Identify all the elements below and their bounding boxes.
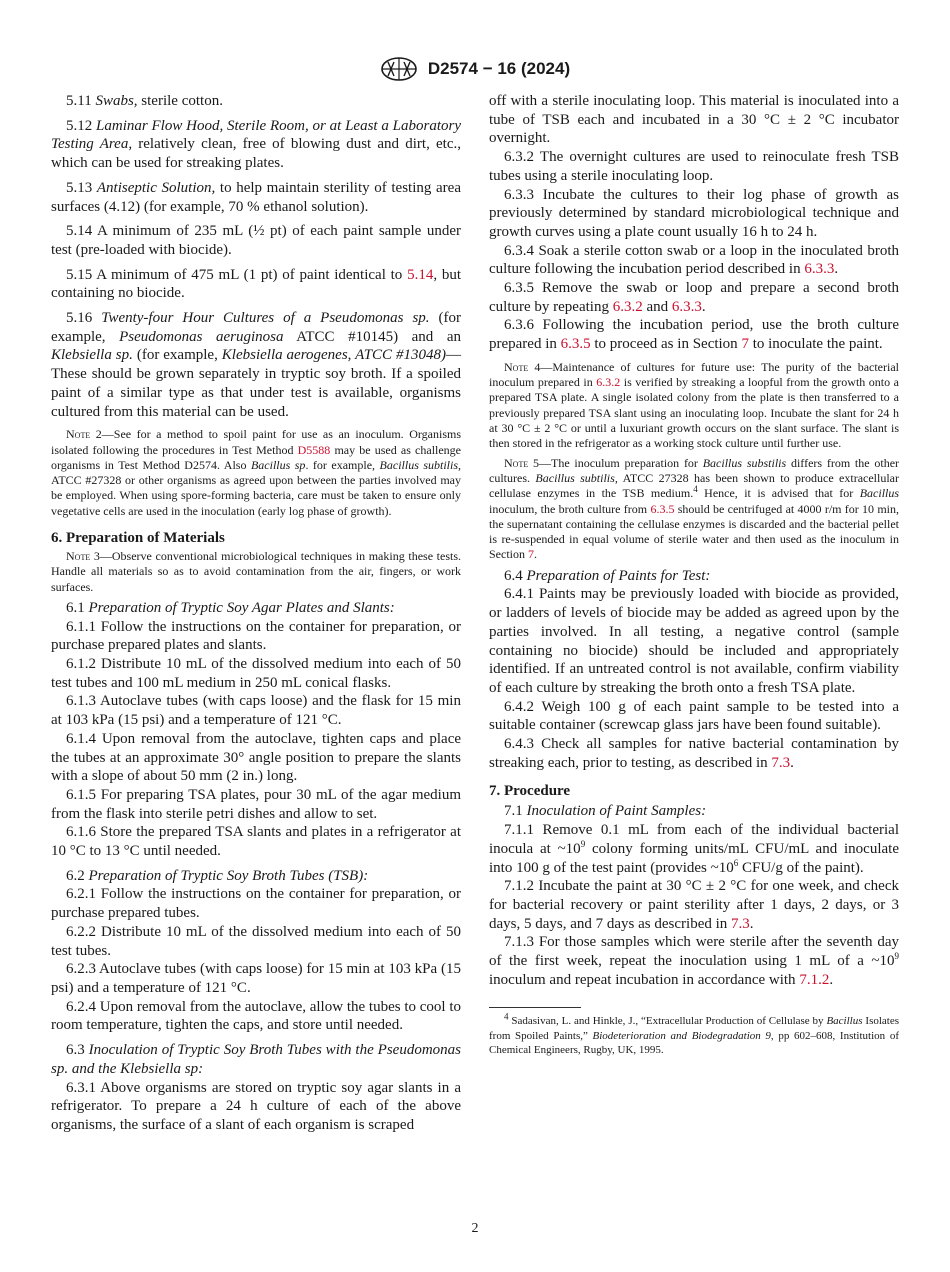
section-6-3-3: 6.3.3 Incubate the cultures to their log phase of growth as previously determined by standard microbiological technique and growth curves using a plate count usually 16 h to 24 h.	[489, 186, 900, 240]
footnote-divider	[489, 1007, 581, 1008]
left-column	[51, 92, 461, 1135]
footnote-4: $^4$ Sadasivan, L. and Hinkle, J., “Extracellular Production of Cellulase by Bacillus Isolates from Spoiled Paints,” Biodeterioration and Biodegradation 9, pp 602–608, Institution of Chemical Engineers, Rugby, UK, 1995.	[489, 1011, 900, 1057]
section-6-1: 6.1 Preparation of Tryptic Soy Agar Plates and Slants:	[66, 599, 395, 616]
section-6-3: 6.3 Inoculation of Tryptic Soy Broth Tubes with the Pseudomonas sp. and the Klebsiella sp:	[51, 1042, 461, 1077]
page-header	[0, 57, 950, 83]
section-6-3-6: 6.3.6 Following the incubation period, use the broth culture prepared in 6.3.5 to proceed as in Section 7 to inoculate the paint.	[489, 317, 899, 353]
footnote-marker[interactable]: 4	[693, 484, 698, 495]
note-2: Note 2—See for a method to spoil paint for use as an inoculum. Organisms isolated following the procedures in Test Method D5588 may be used as challenge organisms in Test Method D2574. Also Bacillus sp. for example, Bacillus subtilis, ATCC #27328 or other organisms as agreed upon between the parties involved may be employed. When using spore-forming bacteria, care must be taken to ensure only vegetative cells are used in the inoculation (early log phase of growth).	[51, 427, 462, 518]
section-6-4-1: 6.4.1 Paints may be previously loaded with biocide as provided, or ladders of levels of biocide may be added as agreed upon by the parties involved. In all testing, a negative control (sample containing no biocide) should be included and appropriately identified. If an untreated control is not available, confirm viability of each culture by streaking the broth onto a fresh TSA plate.	[489, 586, 899, 696]
section-6-4-2: 6.4.2 Weigh 100 g of each paint sample to be tested into a suitable container (screwcap glass jars have been found suitable).	[489, 698, 899, 734]
xref-link[interactable]: 7	[528, 547, 534, 562]
section-6-1-2: 6.1.2 Distribute 10 mL of the dissolved medium into each of 50 test tubes and 100 mL medium in 250 mL conical flasks.	[51, 656, 462, 691]
section-6-1-4: 6.1.4 Upon removal from the autoclave, tighten caps and place the tubes at an approximate 30° angle position to prepare the slants with a slope of about 50 mm (2 in.) long.	[51, 730, 462, 785]
note-3: Note 3—Observe conventional microbiological techniques in making these tests. Handle all materials so as to avoid contamination from the air, fingers, or work surfaces.	[51, 549, 462, 594]
xref-link[interactable]: 6.3.3	[671, 298, 702, 315]
section-5-14: 5.14 A minimum of 235 mL (½ pt) of each paint sample under test (pre-loaded with biocide).	[51, 223, 461, 258]
section-6-4: 6.4 Preparation of Paints for Test:	[504, 567, 711, 584]
section-5-12: 5.12 Laminar Flow Hood, Sterile Room, or at Least a Laboratory Testing Area, relatively clean, free of blowing dust and dirt, etc., which can be used for streaking plates.	[51, 117, 461, 172]
document-designation: D2574 − 16 (2024)	[427, 59, 571, 78]
section-5-15: 5.15 A minimum of 475 mL (1 pt) of paint identical to 5.14, but containing no biocide.	[51, 266, 462, 302]
xref-link[interactable]: 5.14	[407, 266, 434, 283]
section-7-heading: 7. Procedure	[489, 783, 571, 800]
xref-link[interactable]: D5588	[297, 442, 331, 457]
section-5-16: 5.16 Twenty-four Hour Cultures of a Pseudomonas sp. (for example, Pseudomonas aeruginosa ATCC #10145) and an Klebsiella sp. (for example, Klebsiella aerogenes, ATCC #13048)—These should be grown separately in tryptic soy broth. If a spoiled paint of a similar type as that under test is available, organisms cultured from this material can be used.	[51, 310, 462, 420]
section-6-3-5: 6.3.5 Remove the swab or loop and prepare a second broth culture by repeating 6.3.2 and 6.3.3.	[489, 280, 899, 315]
note-4: Note 4—Maintenance of cultures for future use: The purity of the bacterial inoculum prepared in 6.3.2 is verified by streaking a loopful from the growth onto a prepared TSA plate. A single isolated colony from the plate is then transferred to a previously prepared TSA slant using an inoculating loop. Incubate the slant for 24 h at 30 °C ± 2 °C or until a luxuriant growth occurs on the slant surface. The slant is then stored in the refrigerator as a working stock culture until further use.	[489, 359, 900, 451]
xref-link[interactable]: 6.3.5	[560, 336, 591, 353]
section-6-2-2: 6.2.2 Distribute 10 mL of the dissolved medium into each of 50 test tubes.	[51, 923, 462, 959]
section-5-13: 5.13 Antiseptic Solution, to help maintain sterility of testing area surfaces (4.12) (for example, 70 % ethanol solution).	[51, 179, 461, 215]
xref-link[interactable]: 7.3	[771, 754, 791, 771]
section-6-3-1-continued: off with a sterile inoculating loop. This material is inoculated into a tube of TSB each and incubated in a 30 °C ± 2 °C incubator overnight.	[489, 93, 899, 147]
xref-link[interactable]: 7.1.2	[799, 971, 830, 988]
section-6-2-3: 6.2.3 Autoclave tubes (with caps loose) for 15 min at 103 kPa (15 psi) and a temperature of 121 °C.	[51, 961, 461, 996]
section-7-1-2: 7.1.2 Incubate the paint at 30 °C ± 2 °C for one week, and check for bacterial recovery or paint sterility after 1 days, 2 days, or 3 days, 5 days, and 7 days as described in 7.3.	[489, 878, 899, 932]
section-6-1-1: 6.1.1 Follow the instructions on the container for preparation, or purchase prepared plates and slants.	[51, 618, 461, 654]
xref-link[interactable]: 6.3.2	[596, 375, 621, 390]
section-6-3-4: 6.3.4 Soak a sterile cotton swab or a loop in the inoculated broth culture following the incubation period described in 6.3.3.	[489, 242, 899, 278]
right-column	[489, 92, 899, 1058]
section-7-1-1: 7.1.1 Remove 0.1 mL from each of the individual bacterial inocula at $\sim 10^9$ colony forming units/mL CFU/mL and inoculate into 100 g of the test paint (provides $\sim 10^6$ CFU/g of the paint).	[489, 822, 899, 876]
section-7-1: 7.1 Inoculation of Paint Samples:	[504, 803, 707, 820]
note-5: Note 5—The inoculum preparation for Bacillus substilis differs from the other cultures. Bacillus subtilis, ATCC 27328 has been shown to produce extracellular cellulase enzymes in the TSB medium.$^4$ Hence, it is advised that for Bacillus inoculum, the broth culture from 6.3.5 should be centrifuged at 4000 r/m for 10 min, the supernatant containing the cellulase enzymes is discarded and the bacterial pellet is re-suspended in equal volume of sterile water and then used as the inoculum in Section 7.	[489, 455, 900, 562]
section-6-heading: 6. Preparation of Materials	[51, 530, 225, 547]
xref-link[interactable]: 6.3.5	[650, 501, 675, 516]
xref-link[interactable]: 6.3.2	[612, 298, 643, 315]
section-6-2-1: 6.2.1 Follow the instructions on the container for preparation, or purchase prepared tubes.	[51, 886, 461, 922]
section-6-1-5: 6.1.5 For preparing TSA plates, pour 30 mL of the agar medium from the flask into sterile petri dishes and allow to set.	[51, 786, 461, 822]
section-7-1-3: 7.1.3 For those samples which were sterile after the seventh day of the first week, repeat the inoculation using 1 mL of a $\sim 10^9$ inoculum and repeat incubation in accordance with 7.1.2.	[489, 934, 899, 988]
section-6-2-4: 6.2.4 Upon removal from the autoclave, allow the tubes to cool to room temperature, tighten the caps, and store until needed.	[51, 998, 462, 1034]
section-5-11: 5.11 Swabs, sterile cotton.	[66, 93, 223, 109]
section-6-3-1: 6.3.1 Above organisms are stored on tryptic soy agar slants in a refrigerator. To prepare a 24 h culture of each of the above organisms, the surface of a slant of each organism is scraped	[51, 1079, 461, 1133]
xref-link[interactable]: 7.3	[731, 915, 750, 932]
section-6-1-6: 6.1.6 Store the prepared TSA slants and plates in a refrigerator at 10 °C to 13 °C until needed.	[51, 824, 462, 860]
section-6-1-3: 6.1.3 Autoclave tubes (with caps loose) and the flask for 15 min at 103 kPa (15 psi) and a temperature of 121 °C.	[51, 693, 461, 729]
section-6-3-2: 6.3.2 The overnight cultures are used to reinoculate fresh TSB tubes using a sterile inoculating loop.	[489, 149, 899, 184]
xref-link[interactable]: 6.3.3	[804, 261, 835, 278]
page-number: 2	[471, 1221, 479, 1236]
section-6-2: 6.2 Preparation of Tryptic Soy Broth Tubes (TSB):	[66, 867, 369, 884]
astm-logo-icon	[380, 57, 418, 81]
xref-link[interactable]: 7	[741, 336, 749, 353]
section-6-4-3: 6.4.3 Check all samples for native bacterial contamination by streaking each, prior to testing, as described in 7.3.	[489, 736, 900, 771]
